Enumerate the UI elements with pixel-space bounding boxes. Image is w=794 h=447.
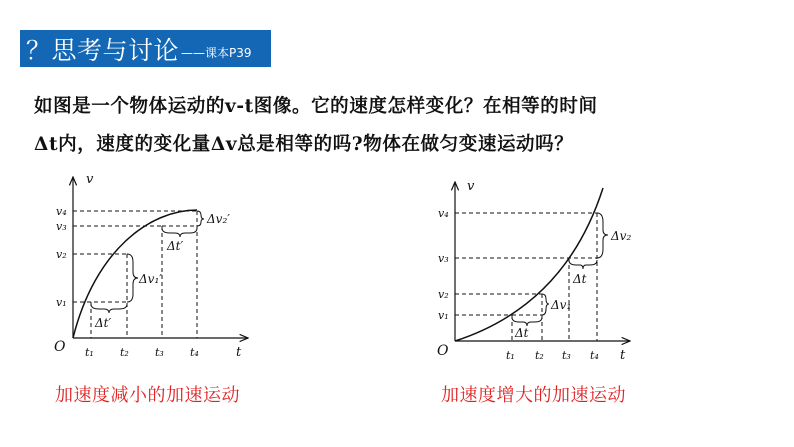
- right-t-tick-t4: t₄: [590, 349, 599, 362]
- left-brace-dt1: [91, 304, 127, 313]
- question-line-2: Δt内，速度的变化量Δv总是相等的吗?物体在做匀变速运动吗？: [34, 134, 574, 155]
- left-t-tick-t2: t₂: [120, 346, 129, 359]
- right-t-tick-t3: t₃: [562, 349, 571, 362]
- left-t-tick-t1: t₁: [85, 346, 94, 359]
- left-t-axis-label: t: [236, 345, 242, 360]
- right-t-axis-label: t: [620, 348, 626, 363]
- right-t-tick-t1: t₁: [506, 349, 515, 362]
- right-label-dt2: Δt: [573, 272, 587, 286]
- right-v-tick-v1: v₁: [438, 309, 449, 322]
- right-v-tick-v4: v₄: [438, 207, 449, 220]
- left-guides: [73, 211, 197, 338]
- section-title: ？思考与讨论: [26, 35, 180, 65]
- left-brace-dt2: [162, 228, 197, 237]
- left-label-dv1: Δv₁′: [139, 272, 162, 286]
- right-v-tick-v3: v₃: [438, 252, 449, 265]
- right-vt-graph: [437, 179, 631, 363]
- left-v-tick-v1: v₁: [56, 296, 67, 309]
- right-curve: [455, 188, 603, 341]
- left-label-dt1: Δt′: [95, 316, 112, 330]
- right-brace-dv2: [597, 213, 608, 258]
- section-subtitle: ——课本P39: [181, 46, 252, 60]
- right-v-axis-label: v: [467, 179, 475, 194]
- left-curve: [73, 210, 197, 338]
- left-v-axis-label: v: [86, 172, 94, 187]
- left-v-tick-v2: v₂: [56, 248, 67, 261]
- right-brace-dt1: [512, 317, 542, 326]
- left-v-tick-v4: v₄: [56, 205, 67, 218]
- question-line-1: 如图是一个物体运动的v-t图像。它的速度怎样变化？在相等的时间: [34, 96, 598, 117]
- left-brace-dv2: [197, 211, 204, 226]
- left-label-dt2: Δt′: [167, 239, 184, 253]
- right-brace-dv1: [542, 294, 549, 315]
- right-graph-caption: 加速度增大的加速运动: [441, 385, 626, 406]
- right-label-dt1: Δt: [515, 326, 529, 340]
- left-origin-label: O: [54, 339, 66, 355]
- left-t-tick-t3: t₃: [155, 346, 164, 359]
- right-t-tick-t2: t₂: [535, 349, 544, 362]
- right-brace-dt2: [569, 260, 597, 269]
- right-origin-label: O: [437, 343, 449, 359]
- right-label-dv2: Δv₂: [611, 229, 632, 243]
- left-vt-graph: [54, 172, 248, 360]
- left-t-tick-t4: t₄: [190, 346, 199, 359]
- left-v-tick-v3: v₃: [56, 220, 67, 233]
- left-graph-caption: 加速度减小的加速运动: [55, 385, 240, 406]
- right-label-dv1: Δv₁: [551, 298, 572, 312]
- right-v-tick-v2: v₂: [438, 288, 449, 301]
- left-label-dv2: Δv₂′: [207, 212, 230, 226]
- left-brace-dv1: [127, 254, 138, 302]
